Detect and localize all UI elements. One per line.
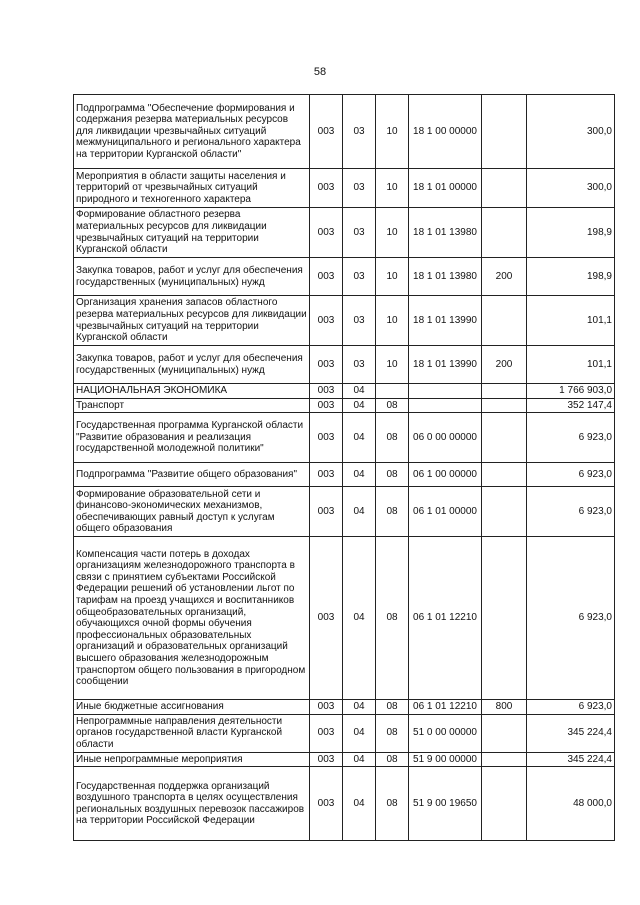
row-section-code: 04 <box>343 714 376 752</box>
row-ministry-code: 003 <box>310 767 343 841</box>
row-ministry-code: 003 <box>310 169 343 208</box>
row-section-code: 04 <box>343 752 376 767</box>
row-name: Формирование образовательной сети и финансово-экономических механизмов, обеспечивающих равный доступ к услугам общего образования <box>74 487 310 537</box>
row-subsection-code: 08 <box>376 752 409 767</box>
row-target-article <box>409 398 482 413</box>
table-row <box>74 767 615 841</box>
row-subsection-code: 08 <box>376 767 409 841</box>
table-row <box>74 714 615 752</box>
budget-table-body <box>74 95 615 841</box>
row-subsection-code: 10 <box>376 296 409 346</box>
row-target-article: 51 9 00 00000 <box>409 752 482 767</box>
row-section-code: 03 <box>343 258 376 296</box>
row-ministry-code: 003 <box>310 398 343 413</box>
row-name: Закупка товаров, работ и услуг для обеспечения государственных (муниципальных) нужд <box>74 258 310 296</box>
row-subsection-code <box>376 384 409 399</box>
row-target-article: 51 9 00 19650 <box>409 767 482 841</box>
row-target-article: 06 0 00 00000 <box>409 413 482 463</box>
row-target-article: 06 1 00 00000 <box>409 463 482 487</box>
row-section-code: 04 <box>343 398 376 413</box>
row-target-article: 18 1 01 13990 <box>409 296 482 346</box>
row-expense-type <box>482 169 527 208</box>
row-amount: 198,9 <box>527 208 615 258</box>
row-subsection-code: 10 <box>376 169 409 208</box>
row-target-article: 18 1 01 00000 <box>409 169 482 208</box>
table-row <box>74 398 615 413</box>
row-ministry-code: 003 <box>310 463 343 487</box>
row-expense-type <box>482 752 527 767</box>
row-target-article: 06 1 01 00000 <box>409 487 482 537</box>
row-target-article: 18 1 01 13980 <box>409 258 482 296</box>
row-amount: 352 147,4 <box>527 398 615 413</box>
row-name: Иные бюджетные ассигнования <box>74 700 310 715</box>
row-section-code: 04 <box>343 463 376 487</box>
row-subsection-code: 08 <box>376 537 409 700</box>
table-row <box>74 413 615 463</box>
row-expense-type: 200 <box>482 346 527 384</box>
row-name: Непрограммные направления деятельности органов государственной власти Курганской области <box>74 714 310 752</box>
row-amount: 345 224,4 <box>527 752 615 767</box>
row-ministry-code: 003 <box>310 413 343 463</box>
row-amount: 198,9 <box>527 258 615 296</box>
row-ministry-code: 003 <box>310 258 343 296</box>
row-name: Компенсация части потерь в доходах организациям железнодорожного транспорта в связи с принятием субъектами Российской Федерации решений об установлении льгот по тарифам на проезд учащихся и воспитанников общеобразовательных организаций, обучающихся очной формы обучения профессиональных образовательных организаций и образовательных организаций высшего образования железнодорожным транспортом общего пользования в пригородном сообщении <box>74 537 310 700</box>
row-section-code: 03 <box>343 346 376 384</box>
row-ministry-code: 003 <box>310 296 343 346</box>
row-amount: 345 224,4 <box>527 714 615 752</box>
row-section-code: 03 <box>343 169 376 208</box>
row-ministry-code: 003 <box>310 537 343 700</box>
table-row <box>74 169 615 208</box>
row-amount: 101,1 <box>527 346 615 384</box>
row-ministry-code: 003 <box>310 95 343 169</box>
row-ministry-code: 003 <box>310 346 343 384</box>
row-ministry-code: 003 <box>310 700 343 715</box>
page-number: 58 <box>313 66 327 78</box>
table-row <box>74 208 615 258</box>
row-subsection-code: 08 <box>376 413 409 463</box>
row-ministry-code: 003 <box>310 208 343 258</box>
row-section-code: 03 <box>343 296 376 346</box>
table-row <box>74 384 615 399</box>
row-target-article: 18 1 01 13980 <box>409 208 482 258</box>
row-target-article: 18 1 01 13990 <box>409 346 482 384</box>
row-ministry-code: 003 <box>310 714 343 752</box>
table-row <box>74 487 615 537</box>
row-expense-type <box>482 208 527 258</box>
table-row <box>74 752 615 767</box>
row-expense-type <box>482 413 527 463</box>
row-section-code: 04 <box>343 767 376 841</box>
row-name: НАЦИОНАЛЬНАЯ ЭКОНОМИКА <box>74 384 310 399</box>
row-amount: 300,0 <box>527 95 615 169</box>
row-name: Подпрограмма "Развитие общего образования" <box>74 463 310 487</box>
row-name: Организация хранения запасов областного резерва материальных ресурсов для ликвидации чрезвычайных ситуаций на территории Курганской области <box>74 296 310 346</box>
row-section-code: 04 <box>343 487 376 537</box>
row-section-code: 03 <box>343 208 376 258</box>
row-subsection-code: 10 <box>376 258 409 296</box>
table-row <box>74 296 615 346</box>
row-subsection-code: 08 <box>376 398 409 413</box>
row-subsection-code: 10 <box>376 208 409 258</box>
row-section-code: 04 <box>343 700 376 715</box>
row-amount: 6 923,0 <box>527 700 615 715</box>
table-row <box>74 346 615 384</box>
row-name: Мероприятия в области защиты населения и территорий от чрезвычайных ситуаций природного и техногенного характера <box>74 169 310 208</box>
row-target-article: 06 1 01 12210 <box>409 700 482 715</box>
row-target-article: 51 0 00 00000 <box>409 714 482 752</box>
row-subsection-code: 10 <box>376 346 409 384</box>
row-expense-type <box>482 463 527 487</box>
row-expense-type <box>482 95 527 169</box>
row-name: Иные непрограммные мероприятия <box>74 752 310 767</box>
row-expense-type <box>482 384 527 399</box>
row-amount: 300,0 <box>527 169 615 208</box>
table-row <box>74 537 615 700</box>
row-expense-type: 200 <box>482 258 527 296</box>
row-expense-type <box>482 296 527 346</box>
row-name: Государственная программа Курганской области "Развитие образования и реализация государственной молодежной политики" <box>74 413 310 463</box>
row-amount: 6 923,0 <box>527 487 615 537</box>
row-section-code: 04 <box>343 413 376 463</box>
row-section-code: 04 <box>343 537 376 700</box>
row-section-code: 03 <box>343 95 376 169</box>
table-row <box>74 258 615 296</box>
row-amount: 6 923,0 <box>527 537 615 700</box>
row-expense-type <box>482 714 527 752</box>
row-subsection-code: 08 <box>376 714 409 752</box>
row-expense-type <box>482 767 527 841</box>
row-target-article: 06 1 01 12210 <box>409 537 482 700</box>
row-expense-type <box>482 398 527 413</box>
row-target-article <box>409 384 482 399</box>
table-row <box>74 700 615 715</box>
budget-table <box>73 94 615 841</box>
row-name: Транспорт <box>74 398 310 413</box>
row-amount: 101,1 <box>527 296 615 346</box>
row-subsection-code: 08 <box>376 463 409 487</box>
row-ministry-code: 003 <box>310 384 343 399</box>
row-ministry-code: 003 <box>310 752 343 767</box>
row-subsection-code: 10 <box>376 95 409 169</box>
row-ministry-code: 003 <box>310 487 343 537</box>
table-row <box>74 463 615 487</box>
row-amount: 6 923,0 <box>527 413 615 463</box>
row-name: Подпрограмма "Обеспечение формирования и содержания резерва материальных ресурсов для ликвидации чрезвычайных ситуаций межмуниципального и регионального характера на территории Курганской области" <box>74 95 310 169</box>
row-expense-type: 800 <box>482 700 527 715</box>
row-name: Формирование областного резерва материальных ресурсов для ликвидации чрезвычайных ситуаций на территории Курганской области <box>74 208 310 258</box>
row-amount: 48 000,0 <box>527 767 615 841</box>
row-expense-type <box>482 537 527 700</box>
row-amount: 1 766 903,0 <box>527 384 615 399</box>
row-expense-type <box>482 487 527 537</box>
row-subsection-code: 08 <box>376 700 409 715</box>
row-amount: 6 923,0 <box>527 463 615 487</box>
row-subsection-code: 08 <box>376 487 409 537</box>
row-section-code: 04 <box>343 384 376 399</box>
row-target-article: 18 1 00 00000 <box>409 95 482 169</box>
row-name: Закупка товаров, работ и услуг для обеспечения государственных (муниципальных) нужд <box>74 346 310 384</box>
row-name: Государственная поддержка организаций воздушного транспорта в целях осуществления региональных воздушных перевозок пассажиров на территории Российской Федерации <box>74 767 310 841</box>
table-row <box>74 95 615 169</box>
